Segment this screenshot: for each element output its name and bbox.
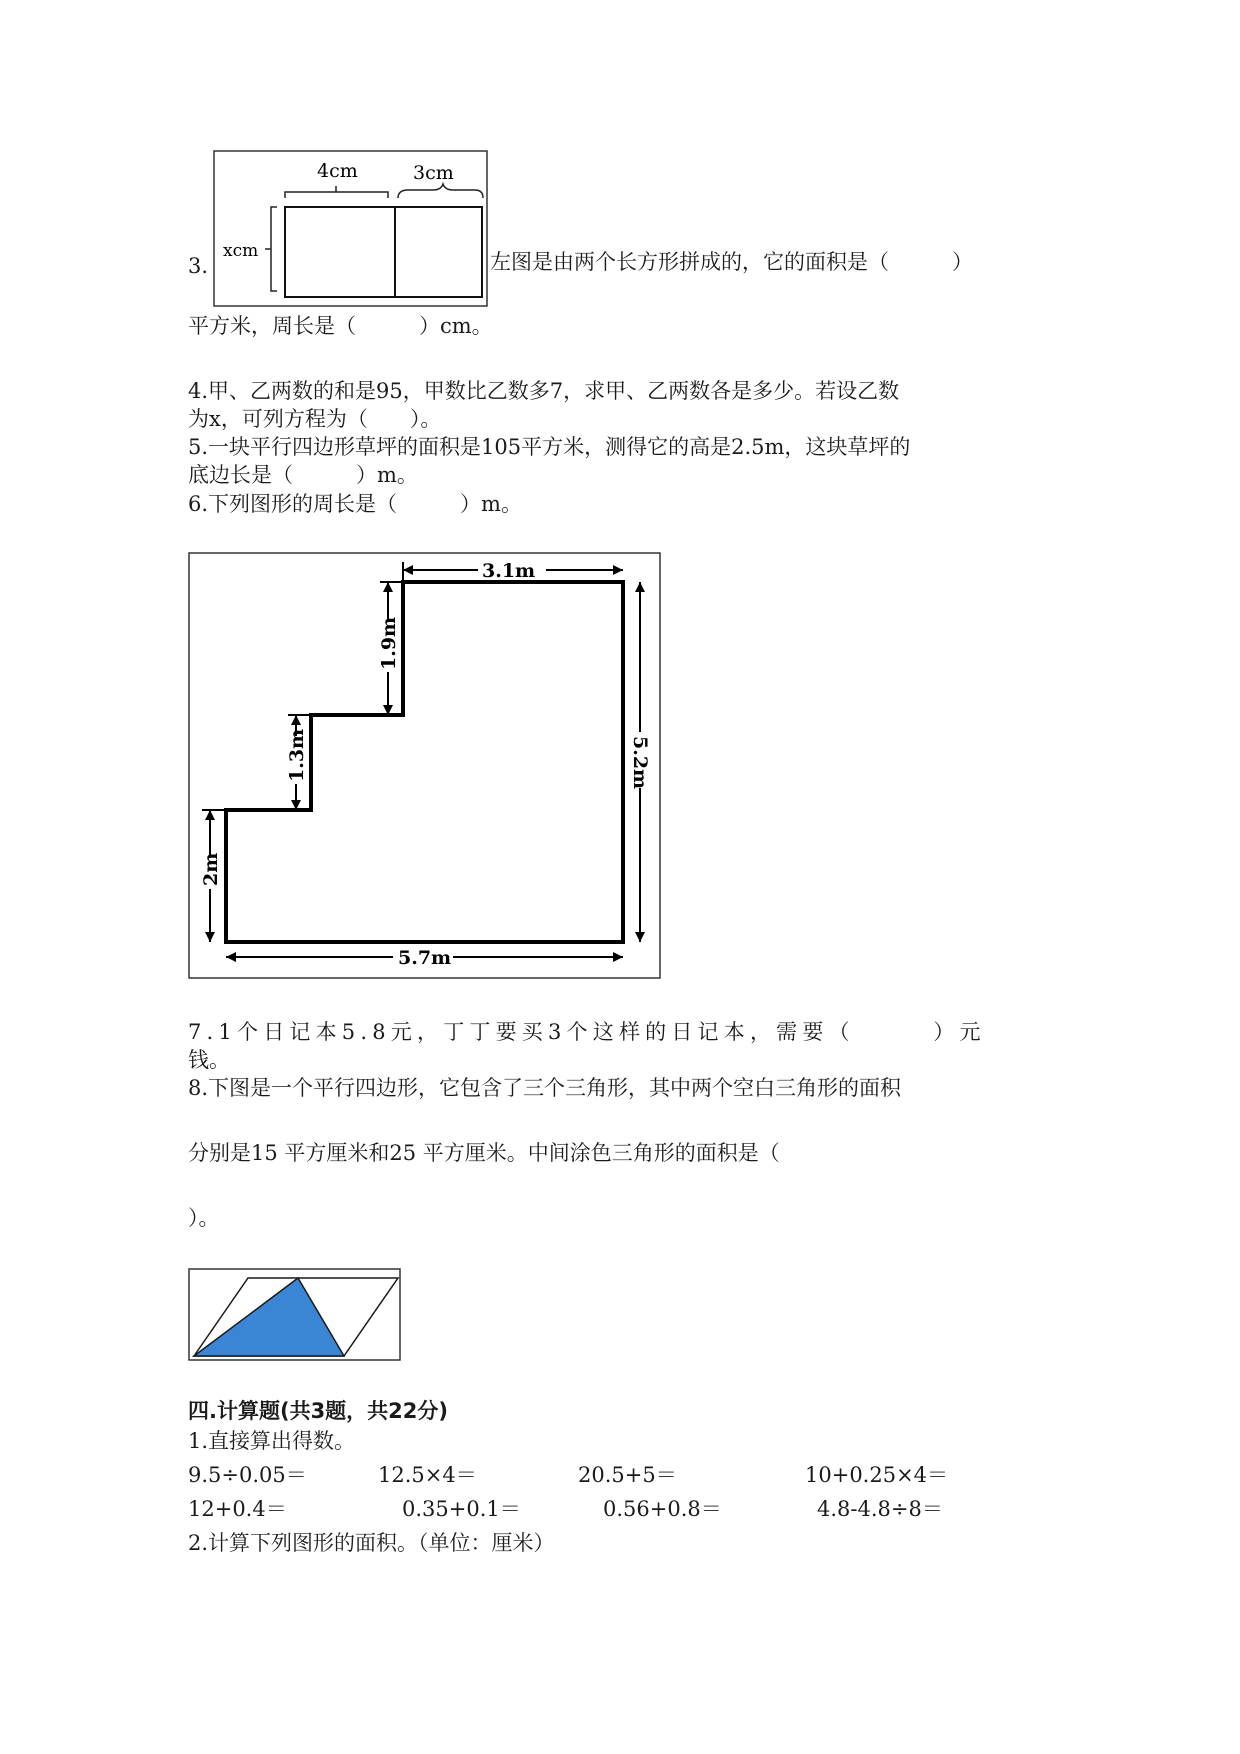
q8-shaded-triangle: [194, 1278, 344, 1356]
q3-rect-left: [285, 207, 395, 297]
q3-brace-side: [265, 207, 277, 291]
q3-rectangles-figure: [213, 150, 489, 308]
q6-label-upper-step: 1.9m: [378, 616, 400, 670]
q8-parallelogram-figure: [188, 1268, 402, 1362]
calc-r2-c1: 12+0.4＝: [188, 1497, 287, 1521]
q3-number: 3.: [188, 254, 209, 278]
q6-label-lower-step: 1.3m: [286, 728, 308, 782]
q6-label-top: 3.1m: [482, 560, 536, 582]
section4-q1: 1.直接算出得数。: [188, 1429, 356, 1453]
section4-q2: 2.计算下列图形的面积。（单位：厘米）: [188, 1531, 555, 1555]
section4-heading: 四.计算题(共3题，共22分): [188, 1399, 449, 1423]
q4-line2: 为x，可列方程为（ ）。: [188, 407, 442, 431]
q6-figure-frame: [189, 553, 660, 978]
calc-r1-c1: 9.5÷0.05＝: [188, 1463, 307, 1487]
q6-label-right: 5.2m: [629, 736, 651, 790]
q4-line1: 4.甲、乙两数的和是95，甲数比乙数多7，求甲、乙两数各是多少。若设乙数: [188, 379, 900, 403]
q6-staircase-figure: [188, 552, 662, 980]
q5-line1: 5.一块平行四边形草坪的面积是105平方米，测得它的高是2.5m，这块草坪的: [188, 435, 911, 459]
q6-label-left: 2m: [200, 852, 222, 886]
q3-label-left: 4cm: [317, 160, 358, 182]
calc-r2-c3: 0.56+0.8＝: [603, 1497, 722, 1521]
q8-line3: ）。: [188, 1206, 220, 1230]
q3-rect-right: [395, 207, 482, 297]
calc-r1-c4: 10+0.25×4＝: [805, 1463, 949, 1487]
q3-label-side: xcm: [223, 241, 259, 261]
q6-label-bottom: 5.7m: [398, 947, 452, 969]
q7-line1: 7.1个日记本5.8元，丁丁要买3个这样的日记本，需要（ ）元: [188, 1020, 986, 1044]
q7-line2: 钱。: [188, 1048, 230, 1072]
q3-text-line1: 左图是由两个长方形拼成的，它的面积是（ ）: [490, 250, 973, 274]
calc-r2-c4: 4.8-4.8÷8＝: [817, 1497, 943, 1521]
calc-r2-c2: 0.35+0.1＝: [402, 1497, 521, 1521]
q3-brace-left: [285, 186, 388, 198]
q6-line1: 6.下列图形的周长是（ ）m。: [188, 492, 522, 516]
q3-text-line2: 平方米，周长是（ ）cm。: [188, 314, 493, 338]
q8-line2: 分别是15 平方厘米和25 平方厘米。中间涂色三角形的面积是（: [188, 1141, 780, 1165]
q3-label-right: 3cm: [413, 162, 454, 184]
q3-brace-right: [398, 184, 483, 198]
calc-r1-c3: 20.5+5＝: [578, 1463, 677, 1487]
q8-line1: 8.下图是一个平行四边形，它包含了三个三角形，其中两个空白三角形的面积: [188, 1076, 902, 1100]
q5-line2: 底边长是（ ）m。: [188, 463, 418, 487]
calc-r1-c2: 12.5×4＝: [378, 1463, 477, 1487]
